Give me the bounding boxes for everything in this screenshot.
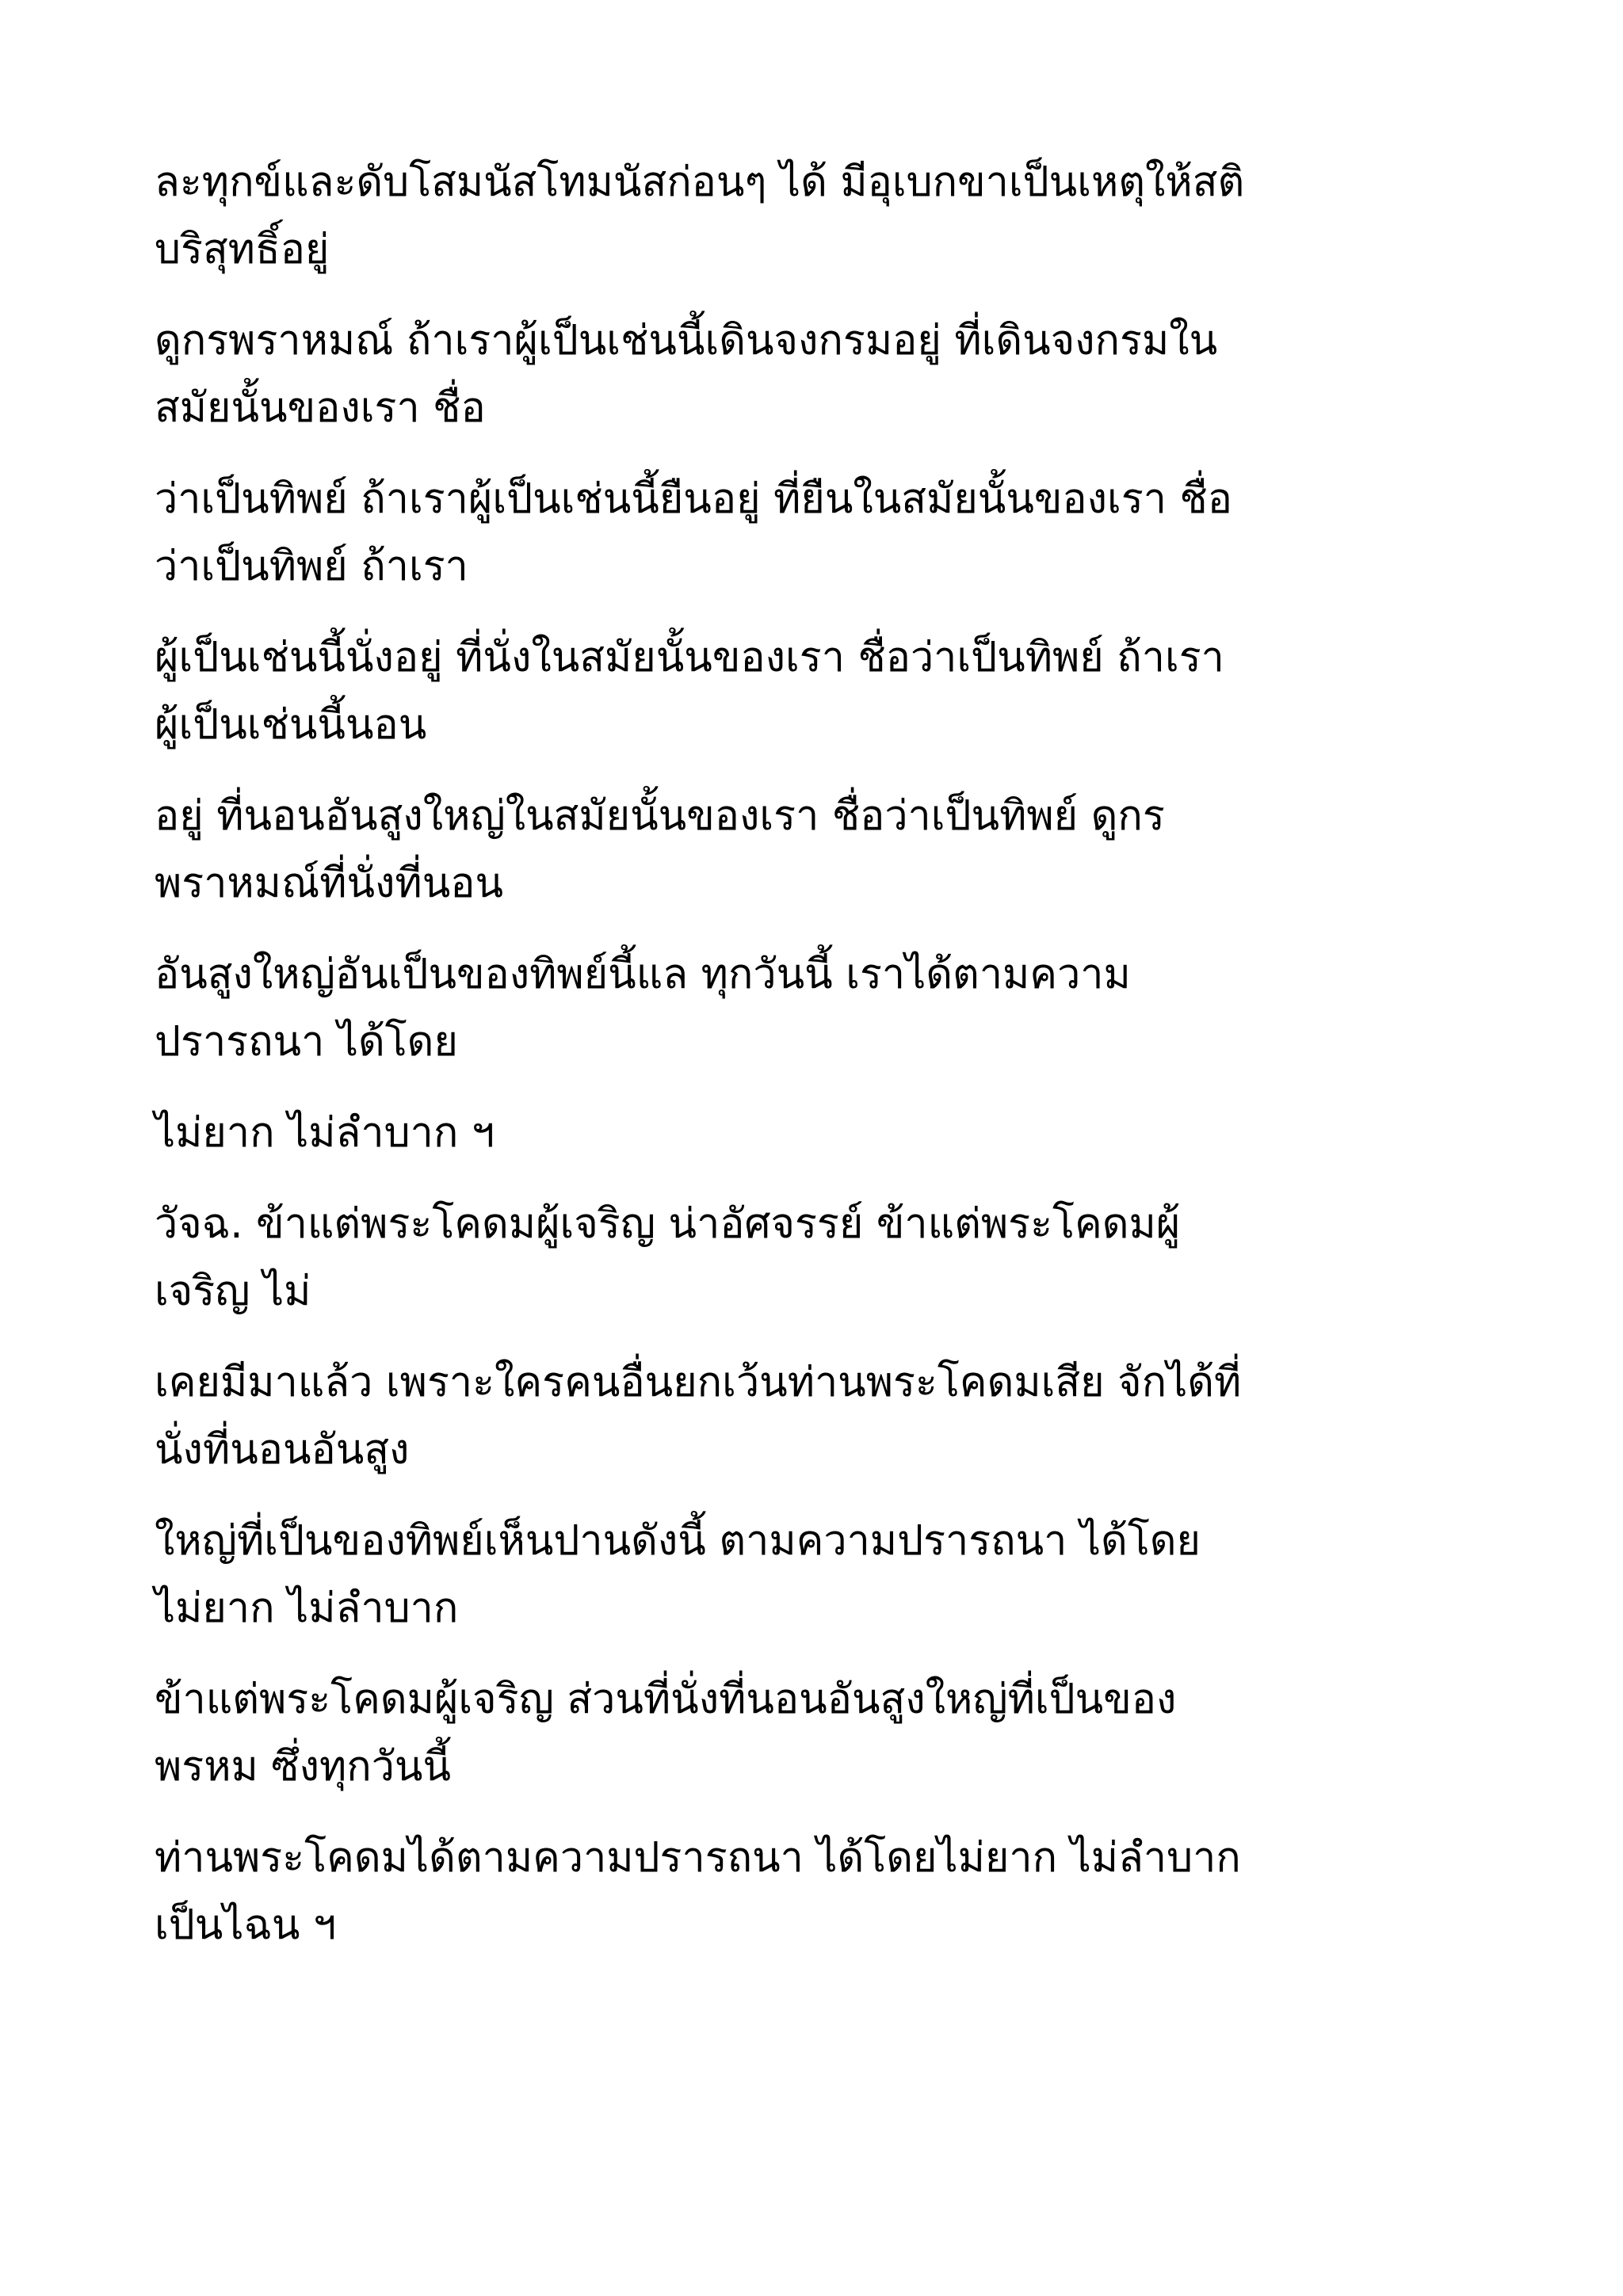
text-line: สมัยนั้นของเรา ชื่อ <box>155 384 486 432</box>
text-line: วัจฉ. ข้าแต่พระโคดมผู้เจริญ น่าอัศจรรย์ ข้าแต่พระโคดมผู้ <box>155 1200 1181 1248</box>
text-line: ผู้เป็นเช่นนี้นั่งอยู่ ที่นั่งในสมัยนั้นของเรา ชื่อว่าเป็นทิพย์ ถ้าเรา <box>155 634 1224 681</box>
text-line: เป็นไฉน ฯ <box>155 1901 337 1949</box>
text-line: ท่านพระโคดมได้ตามความปรารถนา ได้โดยไม่ยาก ไม่ลำบาก <box>155 1834 1241 1882</box>
text-line: ปรารถนา ได้โดย <box>155 1018 458 1066</box>
text-line: บริสุทธิ์อยู่ <box>155 226 330 273</box>
text-line: ดูกรพราหมณ์ ถ้าเราผู้เป็นเช่นนี้เดินจงกรมอยู่ ที่เดินจงกรมใน <box>155 317 1218 364</box>
text-line: ว่าเป็นทิพย์ ถ้าเราผู้เป็นเช่นนี้ยืนอยู่ ที่ยืนในสมัยนั้นของเรา ชื่อ <box>155 475 1232 523</box>
text-line: อยู่ ที่นอนอันสูงใหญ่ในสมัยนั้นของเรา ชื่อว่าเป็นทิพย์ ดูกร <box>155 792 1165 840</box>
text-line: เคยมีมาแล้ว เพราะใครคนอื่นยกเว้นท่านพระโคดมเสีย จักได้ที่ <box>155 1359 1242 1406</box>
text-line: ไม่ยาก ไม่ลำบาก ฯ <box>155 1109 495 1157</box>
text-line: เจริญ ไม่ <box>155 1268 311 1315</box>
text-line: นั่งที่นอนอันสูง <box>155 1426 410 1474</box>
text-line: พราหมณ์ที่นั่งที่นอน <box>155 860 504 907</box>
text-line: ข้าแต่พระโคดมผู้เจริญ ส่วนที่นั่งที่นอนอันสูงใหญ่ที่เป็นของ <box>155 1676 1177 1723</box>
text-line: ใหญ่ที่เป็นของทิพย์เห็นปานดังนี้ ตามความปรารถนา ได้โดย <box>155 1517 1201 1565</box>
text-line: ละทุกข์และดับโสมนัสโทมนัสก่อนๆ ได้ มีอุเบกขาเป็นเหตุให้สติ <box>155 158 1245 206</box>
text-line: ไม่ยาก ไม่ลำบาก <box>155 1585 459 1632</box>
text-line: พรหม ซึ่งทุกวันนี้ <box>155 1743 452 1791</box>
text-line: ว่าเป็นทิพย์ ถ้าเรา <box>155 543 468 590</box>
text-line: ผู้เป็นเช่นนี้นอน <box>155 701 427 749</box>
text-line: อันสูงใหญ่อันเป็นของทิพย์นี้แล ทุกวันนี้ เราได้ตามความ <box>155 951 1131 998</box>
